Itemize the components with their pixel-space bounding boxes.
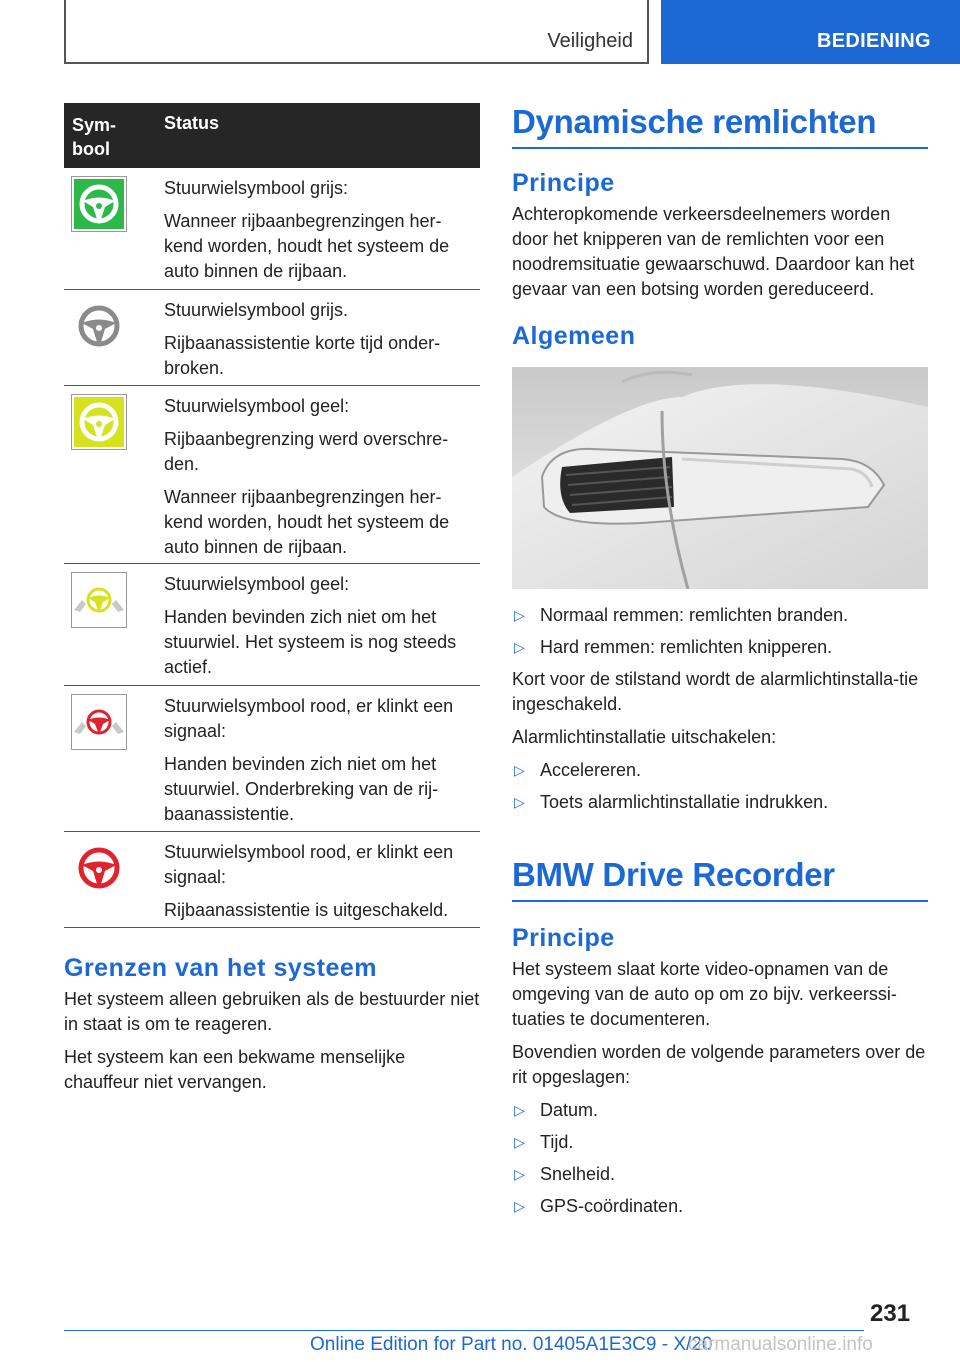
column-header-symbol-line2: bool [72, 139, 110, 159]
left-column [64, 103, 480, 1103]
list-item-text: Tijd. [540, 1132, 574, 1152]
heading-bmw-drive-recorder: BMW Drive Recorder [512, 856, 928, 902]
bullet-triangle-icon: ▷ [514, 607, 525, 623]
steering-wheel-red-hands-icon [71, 694, 127, 750]
paragraph: Alarmlichtinstallatie uitschakelen: [512, 727, 777, 747]
header-chapter-tab [661, 0, 960, 64]
row-status-line: Rijbaanassistentie korte tijd onder-broken. [164, 333, 441, 378]
column-header-symbol-line1: Sym- [72, 115, 117, 135]
column-header-symbol [64, 103, 150, 168]
footer-edition: Online Edition for Part no. 01405A1E3C9 - X/20 [310, 1334, 713, 1355]
list-item [512, 1098, 928, 1123]
bullet-triangle-icon: ▷ [514, 1166, 525, 1182]
row-status-line: Stuurwielsymbool grijs. [164, 300, 349, 320]
row-status-line: Stuurwielsymbool rood, er klinkt een signaal: [164, 842, 454, 887]
steering-wheel-gray-icon [71, 298, 127, 354]
bullet-triangle-icon: ▷ [514, 639, 525, 655]
table-row [64, 564, 480, 686]
row-status-line: Stuurwielsymbool rood, er klinkt een signaal: [164, 696, 454, 741]
steering-wheel-green-icon [71, 176, 127, 232]
steering-wheel-yellow-hands-icon [71, 572, 127, 628]
right-column [512, 103, 928, 1226]
header-chapter-label: BEDIENING [817, 30, 931, 52]
steering-wheel-red-icon [71, 840, 127, 896]
list-item [512, 1194, 928, 1219]
heading-dynamische-remlichten: Dynamische remlichten [512, 103, 928, 149]
list-item-text: Accelereren. [540, 760, 642, 780]
list-item [512, 603, 928, 628]
paragraph: Bovendien worden de volgende parameters over de rit opgeslagen: [512, 1042, 926, 1087]
paragraph: Het systeem alleen gebruiken als de bestuurder niet in staat is om te reageren. [64, 989, 480, 1034]
list-item-text: Datum. [540, 1100, 599, 1120]
table-row [64, 686, 480, 832]
page-header [0, 0, 960, 66]
list-item [512, 758, 928, 783]
bullet-triangle-icon: ▷ [514, 1102, 525, 1118]
row-status-line: Stuurwielsymbool geel: [164, 574, 350, 594]
subheading-algemeen: Algemeen [512, 322, 636, 350]
row-status-line: Stuurwielsymbool grijs: [164, 178, 349, 198]
list-item-text: Snelheid. [540, 1164, 616, 1184]
list-item-text: Toets alarmlichtinstallatie indrukken. [540, 792, 829, 812]
paragraph: Achteropkomende verkeersdeelnemers worden door het knipperen van de remlichten voor een noodremsituatie gewaarschuwd. Daardoor kan het gevaar van een botsing worden gereduceerd. [512, 204, 915, 299]
column-header-status: Status [164, 113, 220, 133]
header-section-tab [64, 0, 649, 64]
subheading-principe: Principe [512, 169, 615, 197]
list-item-text: GPS-coördinaten. [540, 1196, 684, 1216]
paragraph: Het systeem slaat korte video-opnamen van de omgeving van de auto op om zo bijv. verkeerssi-tuaties te documenteren. [512, 959, 897, 1029]
table-row [64, 290, 480, 386]
list-item [512, 790, 928, 815]
row-status-line: Rijbaanbegrenzing werd overschre-den. [164, 429, 449, 474]
footer-watermark: carmanualsonline.info [688, 1334, 873, 1355]
list-item-text: Normaal remmen: remlichten branden. [540, 605, 849, 625]
list-item-text: Hard remmen: remlichten knipperen. [540, 637, 833, 657]
table-row [64, 832, 480, 928]
list-item [512, 1162, 928, 1187]
row-status-line: Wanneer rijbaanbegrenzingen her-kend worden, houdt het systeem de auto binnen de rijbaan. [164, 211, 450, 281]
row-status-line: Stuurwielsymbool geel: [164, 396, 350, 416]
list-item [512, 635, 928, 660]
row-status-line: Handen bevinden zich niet om het stuurwiel. Het systeem is nog steeds actief. [164, 607, 457, 677]
bullet-triangle-icon: ▷ [514, 794, 525, 810]
header-section-label: Veiligheid [547, 30, 633, 52]
subheading-principe: Principe [512, 924, 615, 952]
row-status-line: Handen bevinden zich niet om het stuurwiel. Onderbreking van de rij-baanassistentie. [164, 754, 439, 824]
symbol-table-header [64, 103, 480, 168]
list-item [512, 1130, 928, 1155]
paragraph: Het systeem kan een bekwame menselijke chauffeur niet vervangen. [64, 1047, 406, 1092]
paragraph: Kort voor de stilstand wordt de alarmlichtinstalla-tie ingeschakeld. [512, 669, 919, 714]
bullet-triangle-icon: ▷ [514, 1134, 525, 1150]
row-status-line: Wanneer rijbaanbegrenzingen her-kend worden, houdt het systeem de auto binnen de rijbaan. [164, 487, 450, 557]
page-number: 231 [870, 1300, 911, 1327]
footer-divider [64, 1330, 864, 1331]
bullet-triangle-icon: ▷ [514, 1198, 525, 1214]
table-row [64, 386, 480, 564]
table-row [64, 168, 480, 290]
rear-light-photo [512, 367, 928, 589]
section-title-grenzen: Grenzen van het systeem [64, 954, 378, 982]
steering-wheel-yellow-icon [71, 394, 127, 450]
bullet-triangle-icon: ▷ [514, 762, 525, 778]
row-status-line: Rijbaanassistentie is uitgeschakeld. [164, 900, 449, 920]
